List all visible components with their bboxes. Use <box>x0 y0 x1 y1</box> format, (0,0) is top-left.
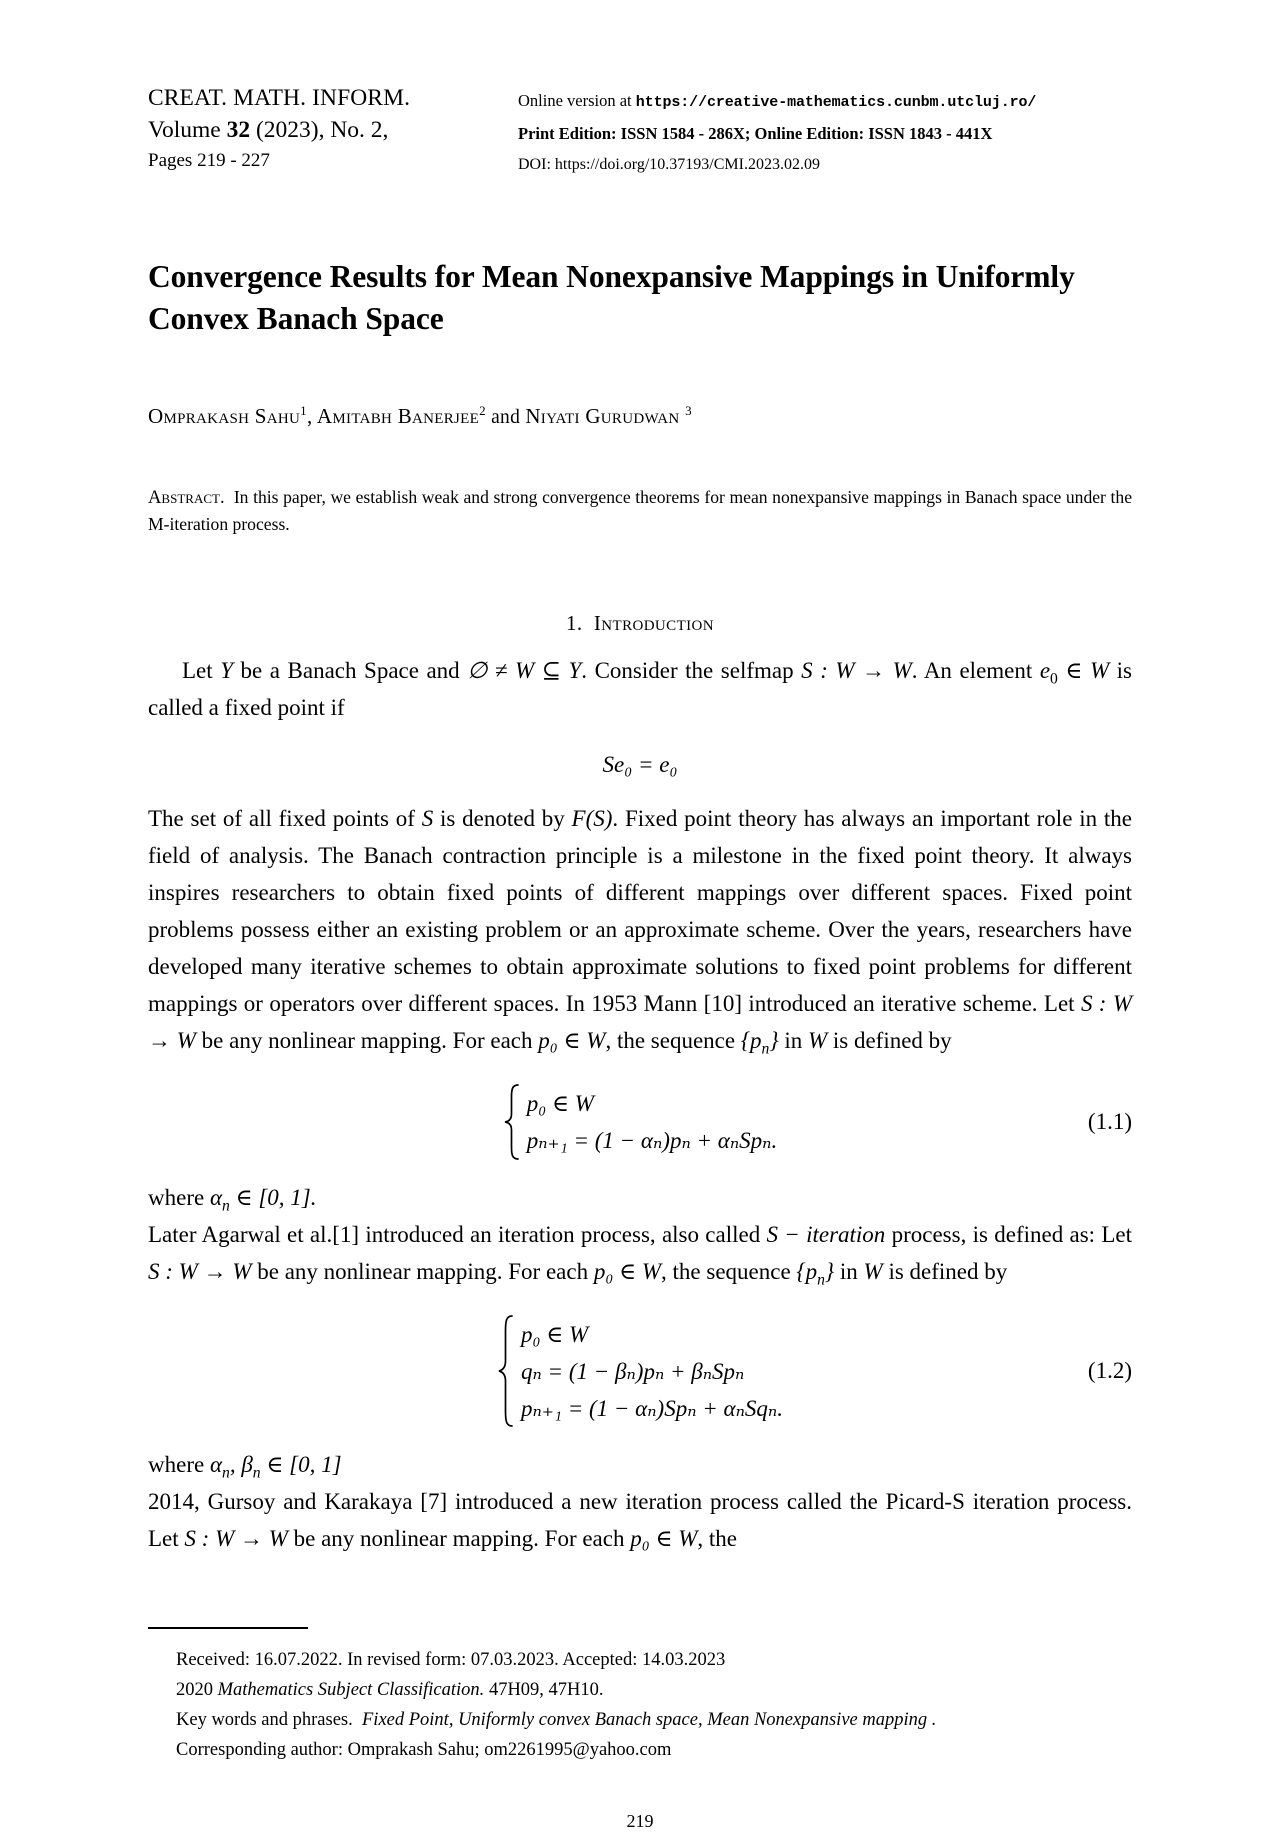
author-3-affiliation-marker: 3 <box>685 403 692 418</box>
math-sequence-subscript: n <box>817 1271 825 1289</box>
msc-year: 2020 <box>176 1680 218 1700</box>
math-alpha: α <box>209 1185 223 1210</box>
section-name: Introduction <box>593 611 714 635</box>
text-run: 2014, Gursoy and Karakaya [7] introduced a new iteration process called the Picard-S iteration process. Let <box>148 1489 1132 1551</box>
equation-1-2-number: (1.2) <box>1087 1358 1132 1383</box>
text-run: , <box>229 1452 242 1477</box>
paragraph-where-alpha-beta <box>148 1446 1132 1483</box>
keywords-label: Key words and phrases. <box>176 1710 353 1730</box>
author-list <box>148 402 1132 432</box>
math-e0: e <box>1039 658 1051 683</box>
math-set-condition: ∅ ≠ W ⊆ Y <box>467 658 582 683</box>
journal-header-right <box>518 82 1132 180</box>
abstract-label: Abstract. <box>148 487 225 508</box>
math-alpha-subscript: n <box>222 1464 230 1482</box>
page-content <box>148 0 1132 1832</box>
msc-label: Mathematics Subject Classification. <box>217 1680 485 1700</box>
footnote-dates: Received: 16.07.2022. In revised form: 07.03.2023. Accepted: 14.03.2023 <box>176 1650 726 1670</box>
equation-1-1-lines <box>527 1085 778 1159</box>
abstract <box>148 484 1132 537</box>
footnote-keywords <box>176 1705 1132 1735</box>
text-run: , the <box>697 1526 738 1551</box>
author-2-name: Amitabh Banerjee <box>316 404 480 428</box>
math-W: W <box>807 1028 828 1053</box>
text-run: where <box>148 1452 210 1477</box>
math-beta-subscript: n <box>252 1464 261 1482</box>
page-number: 219 <box>626 1811 654 1831</box>
journal-url-link[interactable]: https://creative-mathematics.cunbm.utcluj.ro/ <box>635 94 1037 111</box>
math-W: W <box>1089 658 1110 683</box>
math-alpha-subscript: n <box>222 1197 230 1215</box>
math-selfmap: S : W → W <box>801 658 912 683</box>
online-version-label: Online version at <box>518 91 632 110</box>
equation-fixed-point-body: Se₀ = e₀ <box>602 752 678 777</box>
math-sequence-close: } <box>824 1259 835 1284</box>
text-run: , the sequence <box>605 1028 741 1053</box>
text-run: . An element <box>911 658 1040 683</box>
journal-header <box>148 0 1132 180</box>
text-run: process, is defined as: Let <box>885 1222 1132 1247</box>
footnote-block <box>148 1645 1132 1765</box>
paragraph-picard-s <box>148 1483 1132 1557</box>
doi-line[interactable]: DOI: https://doi.org/10.37193/CMI.2023.02.09 <box>518 156 820 173</box>
keywords-value: Fixed Point, Uniformly convex Banach space, Mean Nonexpansive mapping . <box>362 1710 937 1730</box>
text-run: Later Agarwal et al.[1] introduced an iteration process, also called <box>148 1222 767 1247</box>
author-1-name: Omprakash Sahu <box>148 404 301 428</box>
equation-1-1-line-1: p₀ ∈ W <box>526 1091 594 1116</box>
paragraph-intro <box>148 652 1132 726</box>
left-brace-icon <box>497 1314 515 1428</box>
math-Y: Y <box>220 658 233 683</box>
text-run: in <box>778 1028 808 1053</box>
math-interval: ∈ [0, 1] <box>260 1452 342 1477</box>
text-run: is denoted by <box>433 806 572 831</box>
equation-1-1-number: (1.1) <box>1087 1109 1132 1134</box>
section-number: 1. <box>566 611 583 635</box>
math-FS: F(S) <box>571 806 613 831</box>
math-alpha: α <box>209 1452 223 1477</box>
online-version-line <box>518 85 1132 118</box>
msc-codes: 47H09, 47H10. <box>484 1680 604 1700</box>
text-run: be any nonlinear mapping. For each <box>195 1028 539 1053</box>
journal-volume-line <box>148 114 518 146</box>
volume-number: 32 <box>226 117 251 143</box>
footnote-msc <box>176 1675 1132 1705</box>
math-S: S <box>421 806 434 831</box>
text-run: ∈ <box>1057 658 1090 683</box>
footnote-corresponding-author: Corresponding author: Omprakash Sahu; om2261995@yahoo.com <box>176 1740 672 1760</box>
math-sequence: {p <box>740 1028 762 1053</box>
left-brace-icon <box>503 1083 521 1161</box>
equation-1-1-line-2: pₙ₊₁ = (1 − αₙ)pₙ + αₙSpₙ. <box>526 1128 778 1153</box>
page-title: Convergence Results for Mean Nonexpansive Mappings in Uniformly Convex Banach Space <box>148 259 1075 336</box>
text-run: . Fixed point theory has always an important role in the field of analysis. The Banach contraction principle is a milestone in the fixed point theory. It always inspires researchers to obtain fixed points of different mappings over different spaces. Fixed point problems possess either an existing problem or an approximate scheme. Over the years, researchers have developed many iterative schemes to obtain approximate solutions to fixed point problems for different mappings or operators over different spaces. In 1953 Mann [10] introduced an iterative scheme. Let <box>148 806 1132 1016</box>
text-run: , the sequence <box>661 1259 797 1284</box>
math-S-iteration: S − iteration <box>766 1222 886 1247</box>
issn-line: Print Edition: ISSN 1584 - 286X; Online Edition: ISSN 1843 - 441X <box>518 124 993 143</box>
equation-1-2-line-1: p₀ ∈ W <box>520 1321 589 1347</box>
math-selfmap: S : W → W <box>184 1526 288 1551</box>
math-p0-in-W: p₀ ∈ W <box>538 1028 606 1053</box>
journal-pages: Pages 219 - 227 <box>148 150 270 171</box>
journal-header-left <box>148 82 518 176</box>
equation-1-1-inner <box>148 1083 1132 1161</box>
math-interval: ∈ [0, 1]. <box>229 1185 317 1210</box>
math-sequence-close: } <box>769 1028 779 1053</box>
author-3-name: Niyati Gurudwan <box>525 404 680 428</box>
abstract-text: In this paper, we establish weak and strong convergence theorems for mean nonexpansive mappings in Banach space under the M-iteration process. <box>148 487 1133 534</box>
equation-1-2-inner <box>148 1314 1132 1428</box>
author-1-affiliation-marker: 1 <box>300 403 307 418</box>
math-W: W <box>863 1259 883 1284</box>
author-2-affiliation-marker: 2 <box>479 403 486 418</box>
math-p0-in-W: p₀ ∈ W <box>593 1259 662 1284</box>
section-heading-introduction <box>148 611 1132 636</box>
equation-fixed-point <box>148 752 1132 778</box>
journal-name: CREAT. MATH. INFORM. <box>148 85 411 111</box>
math-beta: β <box>241 1452 253 1477</box>
text-run: is defined by <box>827 1028 952 1053</box>
equation-1-1 <box>148 1083 1132 1161</box>
author-conjunction: and <box>485 407 526 428</box>
text-run: where <box>148 1185 210 1210</box>
text-run: The set of all fixed points of <box>148 806 422 831</box>
text-run: is called a fixed point if <box>148 658 1133 720</box>
equation-1-2-line-3: pₙ₊₁ = (1 − αₙ)Spₙ + αₙSqₙ. <box>520 1395 784 1421</box>
math-selfmap: S : W → W <box>148 1259 252 1284</box>
text-run: in <box>834 1259 864 1284</box>
volume-prefix: Volume <box>148 117 227 143</box>
math-selfmap: S : W → W <box>148 991 1132 1053</box>
text-run: is defined by <box>882 1259 1008 1284</box>
math-sequence: {p <box>796 1259 818 1284</box>
equation-1-2-line-2: qₙ = (1 − βₙ)pₙ + βₙSpₙ <box>520 1358 745 1384</box>
equation-1-2 <box>148 1314 1132 1428</box>
equation-1-2-lines <box>521 1316 783 1427</box>
text-run: be any nonlinear mapping. For each <box>287 1526 631 1551</box>
volume-suffix: (2023), No. 2, <box>250 117 389 143</box>
math-sequence-subscript: n <box>761 1040 770 1058</box>
text-run: be a Banach Space and <box>232 658 468 683</box>
math-p0-in-W: p₀ ∈ W <box>630 1526 698 1551</box>
author-separator-1: , <box>306 404 317 428</box>
paragraph-where-alpha <box>148 1179 1132 1216</box>
text-run: . Consider the selfmap <box>581 658 802 683</box>
footnote-divider <box>148 1627 308 1629</box>
paragraph-fixed-point-theory <box>148 800 1132 1059</box>
text-run: be any nonlinear mapping. For each <box>251 1259 594 1284</box>
math-e0-subscript: 0 <box>1050 670 1058 688</box>
paragraph-agarwal <box>148 1216 1132 1290</box>
text-run: Let <box>182 658 221 683</box>
